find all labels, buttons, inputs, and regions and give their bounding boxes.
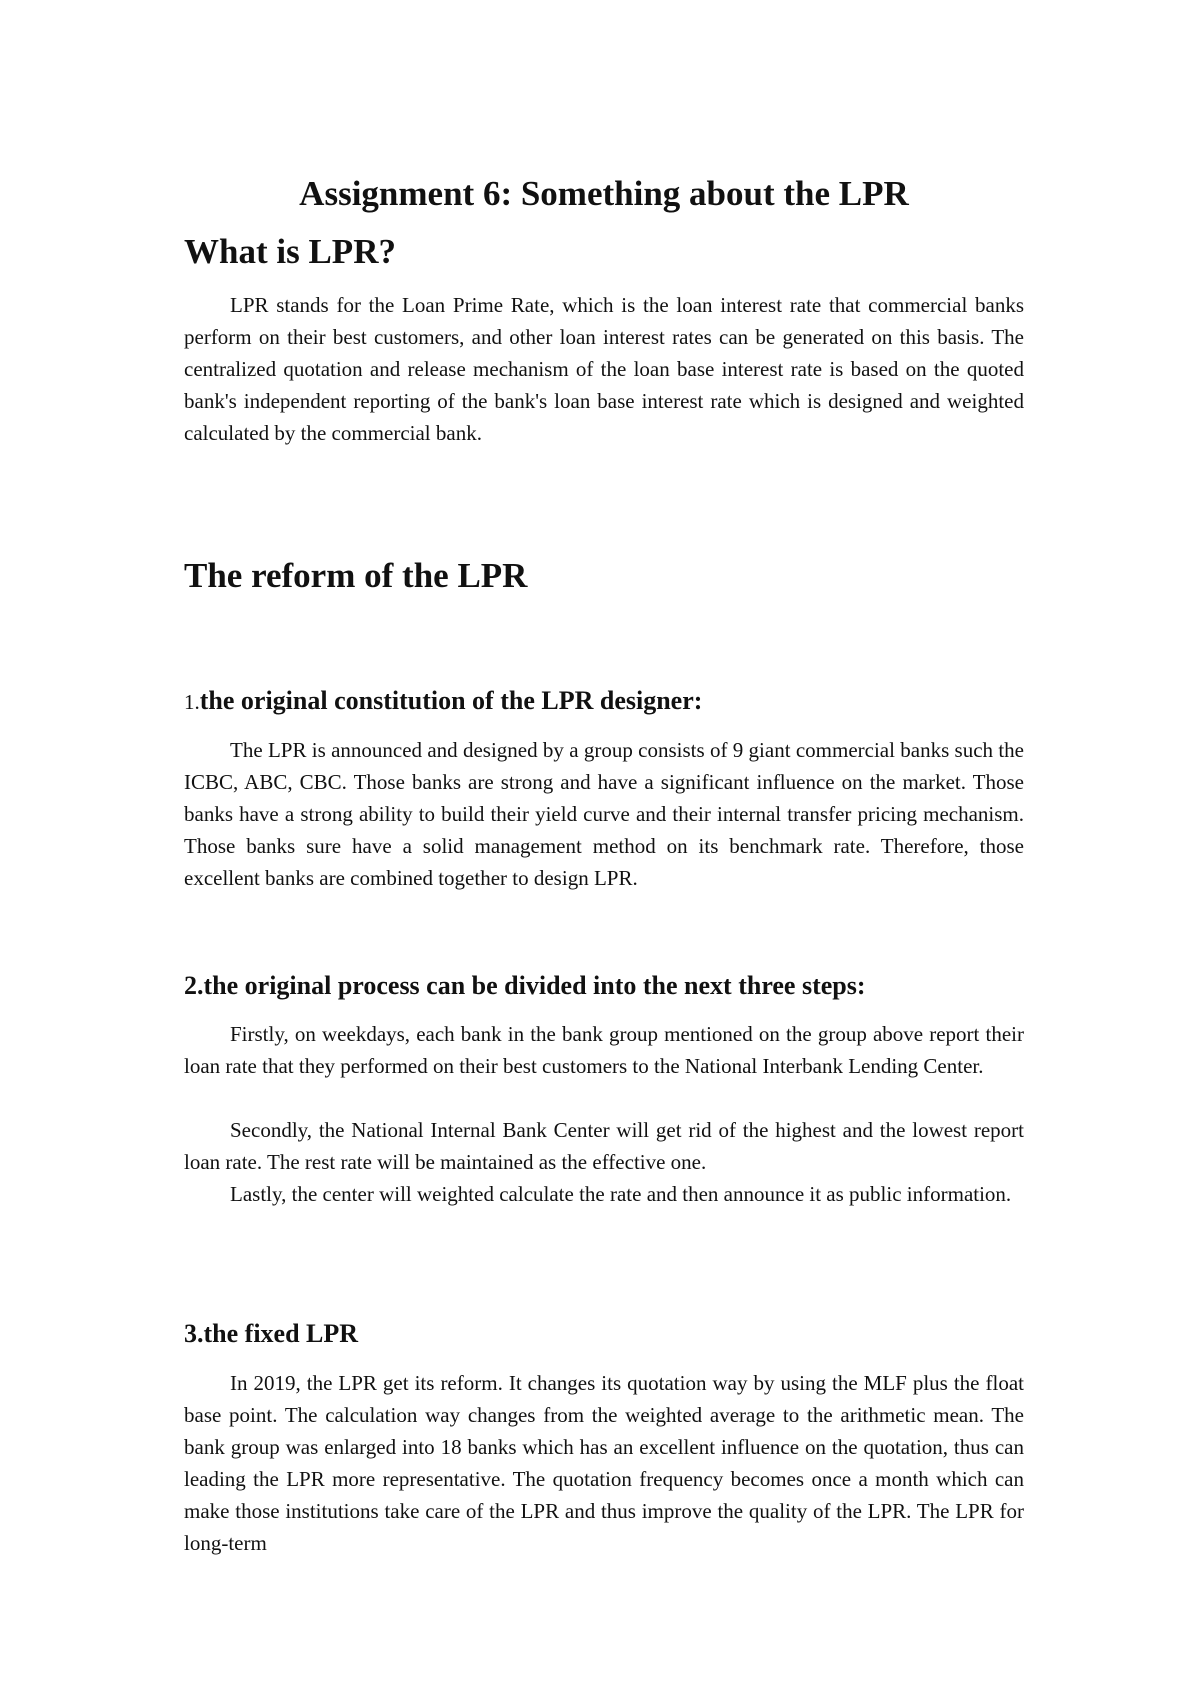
document-page	[184, 0, 1024, 1698]
subheading-text: the original constitution of the LPR designer:	[199, 686, 703, 715]
subheading-original-process	[184, 968, 866, 1004]
paragraph-what-is-lpr: LPR stands for the Loan Prime Rate, which is the loan interest rate that commercial banks perform on their best customers, and other loan interest rates can be generated on this basis. The centralized quotation and release mechanism of the loan base interest rate is based on the quoted bank's independent reporting of the bank's loan base interest rate which is designed and weighted calculated by the commercial bank.	[184, 293, 1024, 445]
paragraph-fixed-lpr: In 2019, the LPR get its reform. It changes its quotation way by using the MLF plus the float base point. The calculation way changes from the weighted average to the arithmetic mean. The bank group was enlarged into 18 banks which has an excellent influence on the quotation, thus can leading the LPR more representative. The quotation frequency becomes once a month which can make those institutions take care of the LPR and thus improve the quality of the LPR. The LPR for long-term	[184, 1371, 1024, 1555]
subheading-fixed-lpr: 3.the fixed LPR	[184, 1319, 359, 1348]
paragraph-original-constitution: The LPR is announced and designed by a group consists of 9 giant commercial banks such the ICBC, ABC, CBC. Those banks are strong and have a significant influence on the market. Those banks have a strong ability to build their yield curve and their internal transfer pricing mechanism. Those banks sure have a solid management method on its benchmark rate. Therefore, those excellent banks are combined together to design LPR.	[184, 738, 1024, 890]
subheading-number: 1.	[184, 690, 200, 714]
heading-what-is-lpr: What is LPR?	[184, 232, 396, 271]
subheading-original-constitution	[184, 683, 702, 720]
paragraph-step-lastly: Lastly, the center will weighted calculate the rate and then announce it as public information.	[230, 1182, 1012, 1206]
heading-reform: The reform of the LPR	[184, 556, 528, 595]
paragraph-step-secondly: Secondly, the National Internal Bank Center will get rid of the highest and the lowest report loan rate. The rest rate will be maintained as the effective one.	[184, 1118, 1024, 1174]
subheading-text: the original process can be divided into the next three steps:	[203, 971, 866, 1000]
subheading-number: 2.	[184, 971, 204, 1000]
document-title: Assignment 6: Something about the LPR	[299, 174, 909, 213]
paragraph-step-firstly: Firstly, on weekdays, each bank in the bank group mentioned on the group above report their loan rate that they performed on their best customers to the National Interbank Lending Center.	[184, 1022, 1024, 1078]
